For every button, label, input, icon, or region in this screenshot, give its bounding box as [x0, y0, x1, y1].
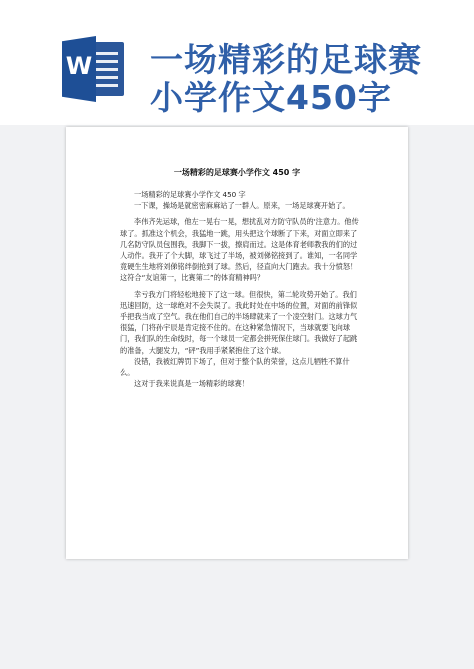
- paragraph: 幸亏我方门将轻松地接下了这一球。但很快，第二轮攻势开始了。我们迅速回防，这一球绝对不会失误了。我此时处在中场的位置，对面的前锋似乎把我当成了空气。我在他们自己的半场肆就来了一个凌空射门。这球力气很猛，门将孙宇辰是肯定接不住的。在这种紧急情况下，当球就要飞向球门，我们队的生命线时，每一个球员一定都会拼死保住球门。我做好了起跳的准备，大腿发力，“砰”我用手紧紧抱住了这个球。: [120, 289, 358, 355]
- document-body: [120, 189, 360, 389]
- paragraph: 一下课，操场是就密密麻麻站了一群人。原来，一场足球赛开始了。: [134, 201, 350, 211]
- document-page: [66, 127, 408, 559]
- paragraph: 李伟齐先运球，他左一晃右一晃，想扰乱对方防守队员的'注意力。他传球了。抓准这个机会，我猛地一跳，用头把这个球断了下来，对面立即来了几名防守队员包围我，我脚下一拔，擦肩而过。这是体育老师教我的们的过人动作。我开了个大脚，球飞过了半场，被刘俤铭接到了。谁知，一名同学竟硬生生地将刘俤铭绊倒抢到了球。然后，径直向大门跑去。我十分愤怒！这符合“友谊第一，比赛第二”的体育精神吗？: [120, 217, 359, 283]
- paragraph: 这对于我来说真是一场精彩的球赛！: [134, 379, 250, 389]
- paragraph: 一场精彩的足球赛小学作文 450 字: [134, 190, 246, 199]
- paragraph: 没错，我被红牌罚下场了，但对于整个队的荣誉，这点儿牺牲不算什么。: [120, 356, 350, 378]
- banner-title-line-2: 小学作文450字: [150, 78, 392, 117]
- word-icon-letter: W: [65, 52, 93, 80]
- word-icon: [62, 36, 126, 102]
- document-title: 一场精彩的足球赛小学作文 450 字: [173, 168, 301, 177]
- header-banner: [0, 0, 474, 130]
- banner-title-line-1: 一场精彩的足球赛: [150, 40, 422, 79]
